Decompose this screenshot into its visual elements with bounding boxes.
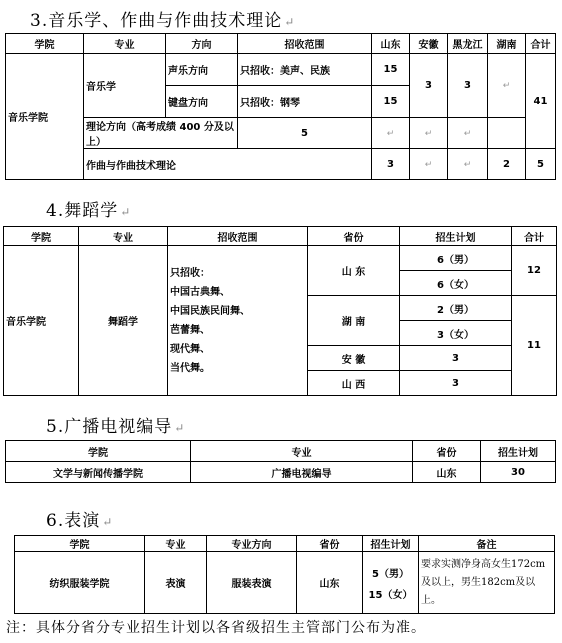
plan-cell: 3	[400, 371, 512, 396]
quota-cell: 15	[372, 86, 410, 118]
col-header: 省份	[297, 536, 363, 552]
scope-line: 现代舞、	[170, 343, 210, 355]
col-header: 专业	[79, 227, 168, 246]
quota-cell: 3	[410, 54, 448, 118]
empty-cell: ↵	[410, 149, 448, 180]
table-row	[6, 149, 556, 180]
college-cell: 音乐学院	[4, 246, 79, 396]
empty-cell: ↵	[448, 149, 488, 180]
col-header: 招生计划	[363, 536, 419, 552]
direction-cell: 理论方向（高考成绩 400 分及以上）	[84, 118, 238, 149]
province-cell: 安 徽	[308, 346, 400, 371]
major-cell: 音乐学	[84, 54, 166, 118]
table-row	[6, 118, 556, 149]
plan-cell: 6（女）	[400, 271, 512, 296]
scope-cell	[168, 246, 308, 396]
plan-cell: 3（女）	[400, 321, 512, 346]
plan-cell: 2（男）	[400, 296, 512, 321]
remark-cell: 要求实测净身高女生172cm及以上，男生182cm及以上。	[419, 552, 555, 614]
province-cell: 山东	[413, 462, 481, 483]
total-cell: 11	[512, 296, 557, 396]
col-header: 招收范围	[238, 34, 372, 54]
col-header: 方向	[166, 34, 238, 54]
scope-line: 中国民族民间舞、	[170, 305, 250, 317]
section-6-heading: 6.表演 ↵	[46, 511, 114, 531]
college-cell: 音乐学院	[6, 54, 84, 180]
table-header-row	[6, 441, 556, 462]
col-header: 学院	[6, 441, 191, 462]
col-header: 备注	[419, 536, 555, 552]
scope-line: 芭蕾舞、	[170, 324, 210, 336]
empty-cell: ↵	[372, 118, 410, 149]
quota-cell: 3	[372, 149, 410, 180]
col-header: 学院	[6, 34, 84, 54]
section-5-heading: 5.广播电视编导 ↵	[46, 417, 186, 437]
empty-cell: ↵	[448, 118, 488, 149]
plan-cell: 3	[400, 346, 512, 371]
quota-cell: 2	[488, 149, 526, 180]
scope-line: 只招收：	[170, 267, 210, 279]
province-cell: 山 西	[308, 371, 400, 396]
plan-cell	[363, 552, 419, 614]
col-header: 专业	[84, 34, 166, 54]
major-cell: 广播电视编导	[191, 462, 413, 483]
direction-cell: 声乐方向	[166, 54, 238, 86]
music-table	[5, 33, 556, 180]
footnote: 注：具体分省分专业招生计划以各省级招生主管部门公布为准。	[6, 620, 426, 636]
col-header: 专业	[191, 441, 413, 462]
table-row	[6, 462, 556, 483]
college-cell: 文学与新闻传播学院	[6, 462, 191, 483]
col-header: 黑龙江	[448, 34, 488, 54]
plan-cell: 6（男）	[400, 246, 512, 271]
col-header: 招生计划	[400, 227, 512, 246]
direction-cell: 服装表演	[207, 552, 297, 614]
total-cell: 5	[526, 149, 556, 180]
broadcast-table	[5, 440, 556, 483]
table-row	[6, 54, 556, 86]
empty-cell: ↵	[488, 54, 526, 118]
col-header: 专业方向	[207, 536, 297, 552]
quota-cell: 3	[448, 54, 488, 118]
col-header: 湖南	[488, 34, 526, 54]
col-header: 省份	[308, 227, 400, 246]
col-header: 合计	[512, 227, 557, 246]
province-cell: 山 东	[308, 246, 400, 296]
table-row	[15, 552, 555, 614]
scope-line: 中国古典舞、	[170, 286, 230, 298]
col-header: 学院	[15, 536, 145, 552]
section-3-heading: 3.音乐学、作曲与作曲技术理论 ↵	[30, 11, 296, 31]
province-cell: 山东	[297, 552, 363, 614]
province-cell: 湖 南	[308, 296, 400, 346]
total-cell: 12	[512, 246, 557, 296]
major-cell: 表演	[145, 552, 207, 614]
direction-cell: 键盘方向	[166, 86, 238, 118]
scope-cell: 只招收：美声、民族	[238, 54, 372, 86]
college-cell: 纺织服装学院	[15, 552, 145, 614]
col-header: 招生计划	[481, 441, 556, 462]
performance-table	[14, 535, 555, 614]
table-header-row	[6, 34, 556, 54]
scope-cell: 只招收：钢琴	[238, 86, 372, 118]
quota-cell: 5	[238, 118, 372, 149]
col-header: 安徽	[410, 34, 448, 54]
dance-table	[3, 226, 557, 396]
scope-line: 当代舞。	[170, 362, 210, 374]
empty-cell: ↵	[410, 118, 448, 149]
col-header: 省份	[413, 441, 481, 462]
table-header-row	[4, 227, 557, 246]
col-header: 山东	[372, 34, 410, 54]
col-header: 合计	[526, 34, 556, 54]
major-cell: 舞蹈学	[79, 246, 168, 396]
plan-male: 5（男）	[372, 568, 409, 580]
col-header: 学院	[4, 227, 79, 246]
quota-cell: 15	[372, 54, 410, 86]
col-header: 专业	[145, 536, 207, 552]
section-4-heading: 4.舞蹈学 ↵	[46, 201, 132, 221]
total-cell: 41	[526, 54, 556, 149]
table-header-row	[15, 536, 555, 552]
major-cell: 作曲与作曲技术理论	[84, 149, 372, 180]
plan-cell: 30	[481, 462, 556, 483]
table-row	[4, 246, 557, 271]
plan-female: 15（女）	[368, 589, 413, 601]
col-header: 招收范围	[168, 227, 308, 246]
